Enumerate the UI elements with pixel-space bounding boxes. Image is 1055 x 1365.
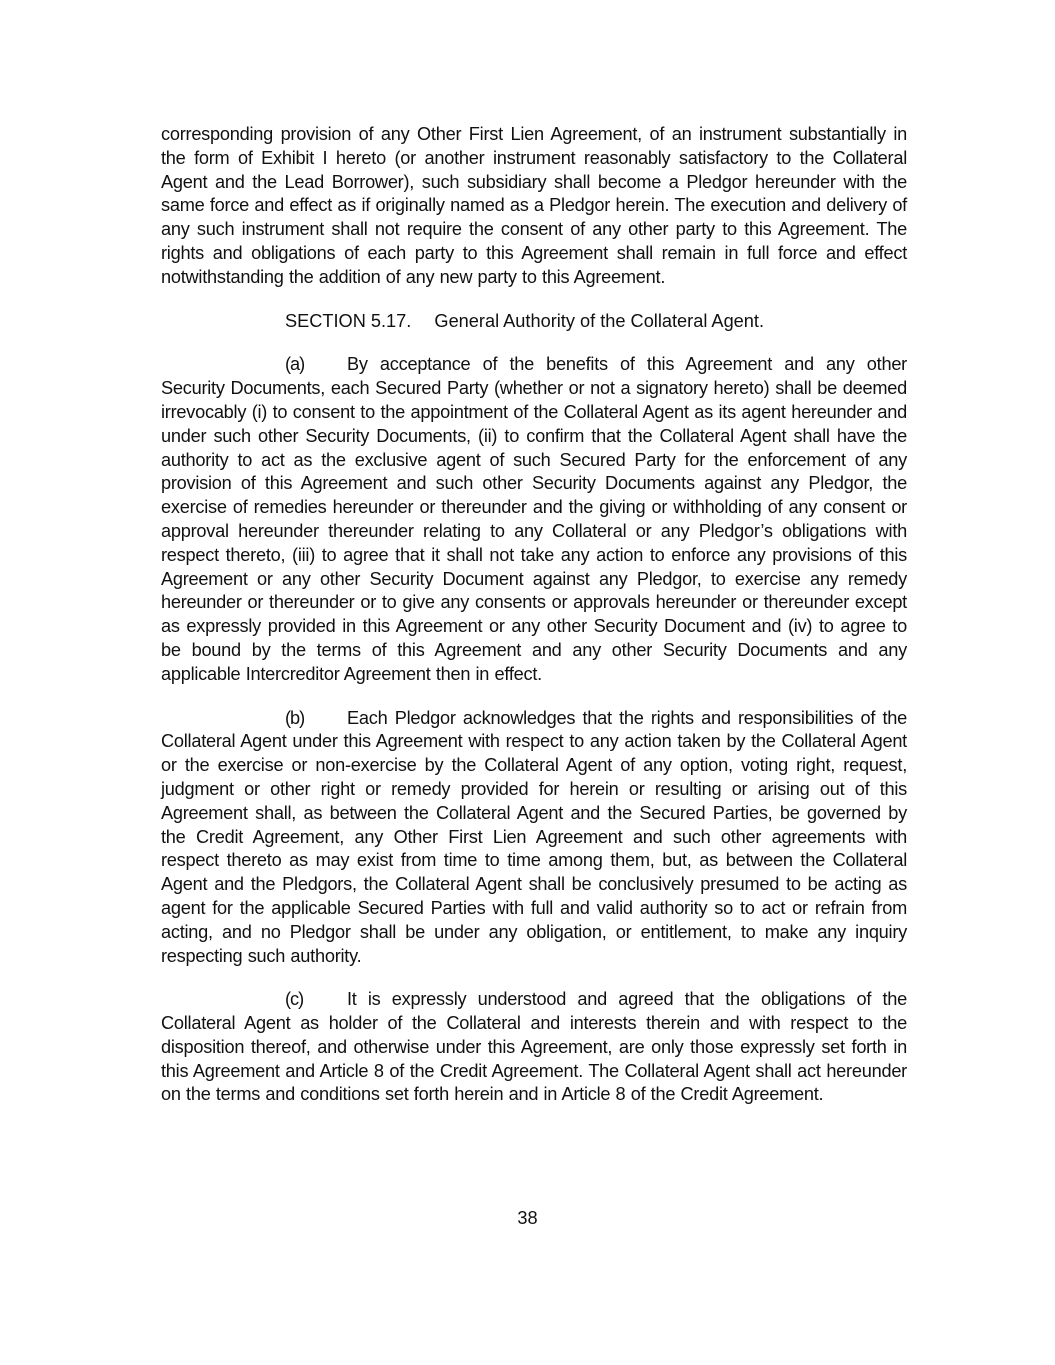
subsection-b [161,707,907,969]
document-page [161,123,907,1107]
intro-paragraph: corresponding provision of any Other First Lien Agreement, of an instrument substantially in the form of Exhibit I hereto (or another instrument reasonably satisfactory to the Collateral Agent and the Lead Borrower), such subsidiary shall become a Pledgor hereunder with the same force and effect as if originally named as a Pledgor herein. The execution and delivery of any such instrument shall not require the consent of any other party to this Agreement. The rights and obligations of each party to this Agreement shall remain in full force and effect notwithstanding the addition of any new party to this Agreement. [161,124,907,287]
subsection-a [161,353,907,686]
page-number: 38 [517,1208,538,1228]
subsection-text: It is expressly understood and agreed that the obligations of the Collateral Agent as holder of the Collateral and interests therein and with respect to the disposition thereof, and otherwise under this Agreement, are only those expressly set forth in this Agreement and Article 8 of the Credit Agreement. The Collateral Agent shall act hereunder on the terms and conditions set forth herein and in Article 8 of the Credit Agreement. [161,989,907,1105]
subsection-text: Each Pledgor acknowledges that the rights and responsibilities of the Collateral Agent under this Agreement with respect to any action taken by the Collateral Agent or the exercise or non-exercise by the Collateral Agent of any option, voting right, request, judgment or other right or remedy provided for herein or resulting or arising out of this Agreement shall, as between the Collateral Agent and the Secured Parties, be governed by the Credit Agreement, any Other First Lien Agreement and such other agreements with respect thereto as may exist from time to time among them, but, as between the Collateral Agent and the Pledgors, the Collateral Agent shall be conclusively presumed to be acting as agent for the applicable Secured Parties with full and valid authority so to act or refrain from acting, and no Pledgor shall be under any obligation, or entitlement, to make any inquiry respecting such authority. [161,707,907,966]
section-heading [161,310,907,334]
subsection-label: (b) [285,707,305,728]
subsection-text: By acceptance of the benefits of this Agreement and any other Security Documents, each Secured Party (whether or not a signatory hereto) shall be deemed irrevocably (i) to consent to the appointment of the Collateral Agent as its agent hereunder and under such other Security Documents, (ii) to confirm that the Collateral Agent shall have the authority to act as the exclusive agent of such Secured Party for the enforcement of any provision of this Agreement and such other Security Documents against any Pledgor, the exercise of remedies hereunder or thereunder and the giving or withholding of any consent or approval hereunder thereunder relating to any Collateral or any Pledgor’s obligations with respect thereto, (iii) to agree that it shall not take any action to enforce any provisions of this Agreement or any other Security Document against any Pledgor, to exercise any remedy hereunder or thereunder or to give any consents or approvals hereunder or thereunder except as expressly provided in this Agreement or any other Security Document and (iv) to agree to be bound by the terms of this Agreement and any other Security Documents and any applicable Intercreditor Agreement then in effect. [161,354,907,684]
subsection-c [161,988,907,1107]
section-title: General Authority of the Collateral Agent. [434,310,765,331]
section-number: SECTION 5.17. [285,310,412,331]
subsection-label: (a) [285,354,305,375]
subsection-label: (c) [285,989,304,1010]
